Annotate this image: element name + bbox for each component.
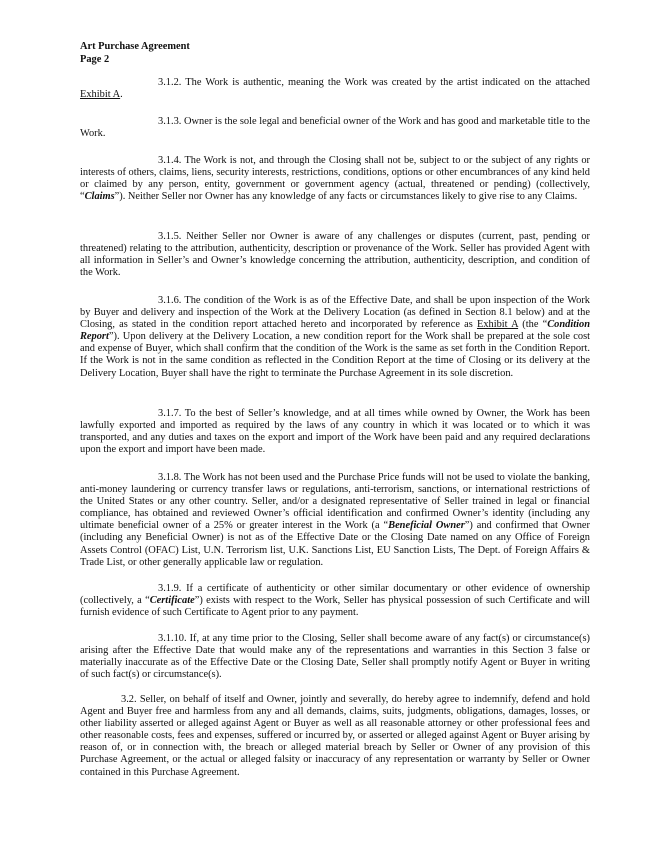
clause-text: 3.1.7. To the best of Seller’s knowledge, and at all times while owned by Owner, the Work has been lawfully exported and imported as required by the laws of any country in which it was located or to which it was transported, and any duties and taxes on the export and import of the Work have been paid and any required declarations upon the export and import have been made. bbox=[80, 408, 590, 456]
clause-3-1-4 bbox=[80, 155, 590, 203]
exhibit-a-reference: Exhibit A bbox=[476, 319, 519, 331]
clause-3-1-3 bbox=[80, 116, 590, 140]
clause-3-1-7 bbox=[80, 408, 590, 456]
defined-term: Beneficial Owner bbox=[388, 520, 465, 532]
clause-text: 3.1.9. If a certificate of authenticity or other similar documentary or other evidence of ownership (collectively, a “ bbox=[80, 583, 590, 607]
defined-term: Certificate bbox=[149, 595, 195, 607]
clause-text: ”) and confirmed that Owner (including any Beneficial Owner) is not as of the Effective Date or the Closing Date named on any Office of Foreign Assets Control (OFAC) List, U.N. Terrorism list, U.K. Sanctions List, EU Sanction Lists, The Dept. of Foreign Affairs & Trade List, or other generally applicable law or regulation. bbox=[80, 520, 591, 568]
clause-text: 3.1.6. The condition of the Work is as of the Effective Date, and shall be upon inspection of the Work by Buyer and delivery and inspection of the Work at the Delivery Location (as defined in Section 8.1 below) and at the Closing, as stated in the condition report attached hereto and incorporated by reference as bbox=[80, 295, 590, 331]
clause-3-1-9 bbox=[80, 583, 590, 619]
clause-3-2 bbox=[80, 694, 590, 779]
clause-3-1-10 bbox=[80, 633, 590, 681]
clause-text: 3.1.2. The Work is authentic, meaning the Work was created by the artist indicated on the attached bbox=[158, 77, 590, 88]
clause-text: 3.1.3. Owner is the sole legal and beneficial owner of the Work and has good and marketable title to the Work. bbox=[80, 116, 590, 140]
exhibit-a-reference: Exhibit A bbox=[80, 89, 121, 101]
clause-text: ”) exists with respect to the Work, Seller has physical possession of such Certificate and will furnish evidence of such Certificate to Agent prior to any payment. bbox=[80, 595, 590, 619]
defined-term: Condition Report bbox=[80, 319, 590, 343]
clause-3-1-5 bbox=[80, 231, 590, 279]
clause-text: ”). Upon delivery at the Delivery Location, a new condition report for the Work shall be prepared at the sole cost and expense of Buyer, which shall confirm that the condition of the Work is the same as set forth in the Condition Report. If the Work is not in the same condition as reflected in the Condition Report at the time of Closing or its delivery at the Delivery Location, Buyer shall have the right to terminate the Purchase Agreement in its sole discretion. bbox=[80, 331, 590, 379]
clause-3-1-8 bbox=[80, 472, 590, 569]
clause-text: ”). Neither Seller nor Owner has any knowledge of any facts or circumstances likely to give rise to any Claims. bbox=[114, 191, 578, 203]
clause-text: (the “ bbox=[518, 319, 548, 331]
clause-text: . bbox=[120, 89, 123, 101]
clause-3-1-2 bbox=[80, 77, 590, 101]
page-header bbox=[80, 41, 190, 66]
clause-text: 3.1.10. If, at any time prior to the Closing, Seller shall become aware of any fact(s) or circumstance(s) arising after the Effective Date that would make any of the representations and warranties in this Section 3 false or materially inaccurate as of the Effective Date or the Closing Date, Seller shall promptly notify Agent or Buyer in writing of such fact(s) or circumstance(s). bbox=[80, 633, 590, 681]
clause-text: 3.1.5. Neither Seller nor Owner is aware of any challenges or disputes (current, past, pending or threatened) relating to the attribution, authenticity, description or provenance of the Work. Seller has provided Agent with all information in Seller’s and Owner’s knowledge concerning the attribution, authenticity, description, and condition of the Work. bbox=[80, 231, 590, 279]
clause-text: 3.1.4. The Work is not, and through the Closing shall not be, subject to or the subject of any rights or interests of others, claims, liens, security interests, restrictions, conditions, options or other encumbrances of any kind held or claimed by any person, entity, government or government agency (actual, threatened or pending) (collectively, “ bbox=[80, 155, 590, 203]
clause-text: 3.1.8. The Work has not been used and the Purchase Price funds will not be used to violate the banking, anti-money laundering or currency transfer laws or regulations, anti-terrorism, sanctions, or international restrictions of the United States or any other country. Seller, and/or a designated representative of Seller trained in legal or financial compliance, has obtained and reviewed Owner’s official identification and confirmed Owner’s identity (including any ultimate beneficial owner of a 25% or greater interest in the Work (a “ bbox=[80, 472, 590, 532]
clause-3-1-6 bbox=[80, 295, 590, 380]
document-title: Art Purchase Agreement bbox=[80, 41, 190, 52]
defined-term: Claims bbox=[84, 191, 115, 203]
clause-text: 3.2. Seller, on behalf of itself and Owner, jointly and severally, do hereby agree to indemnify, defend and hold Agent and Buyer free and harmless from any and all demands, claims, suits, judgments, obligations, damages, losses, or other liability asserted or alleged against Agent or Buyer as well as all reasonable attorney or other professional fees and other reasonable costs, fees and expenses, suffered or incurred by, or asserted or alleged against Agent or Buyer arising by reason of, or in connection with, the breach or alleged material breach by Seller or Owner of any provision of this Purchase Agreement, or the actual or alleged falsity or inaccuracy of any representation or warranty by Seller or Owner contained in this Purchase Agreement. bbox=[80, 694, 590, 778]
page-number: Page 2 bbox=[80, 53, 110, 65]
